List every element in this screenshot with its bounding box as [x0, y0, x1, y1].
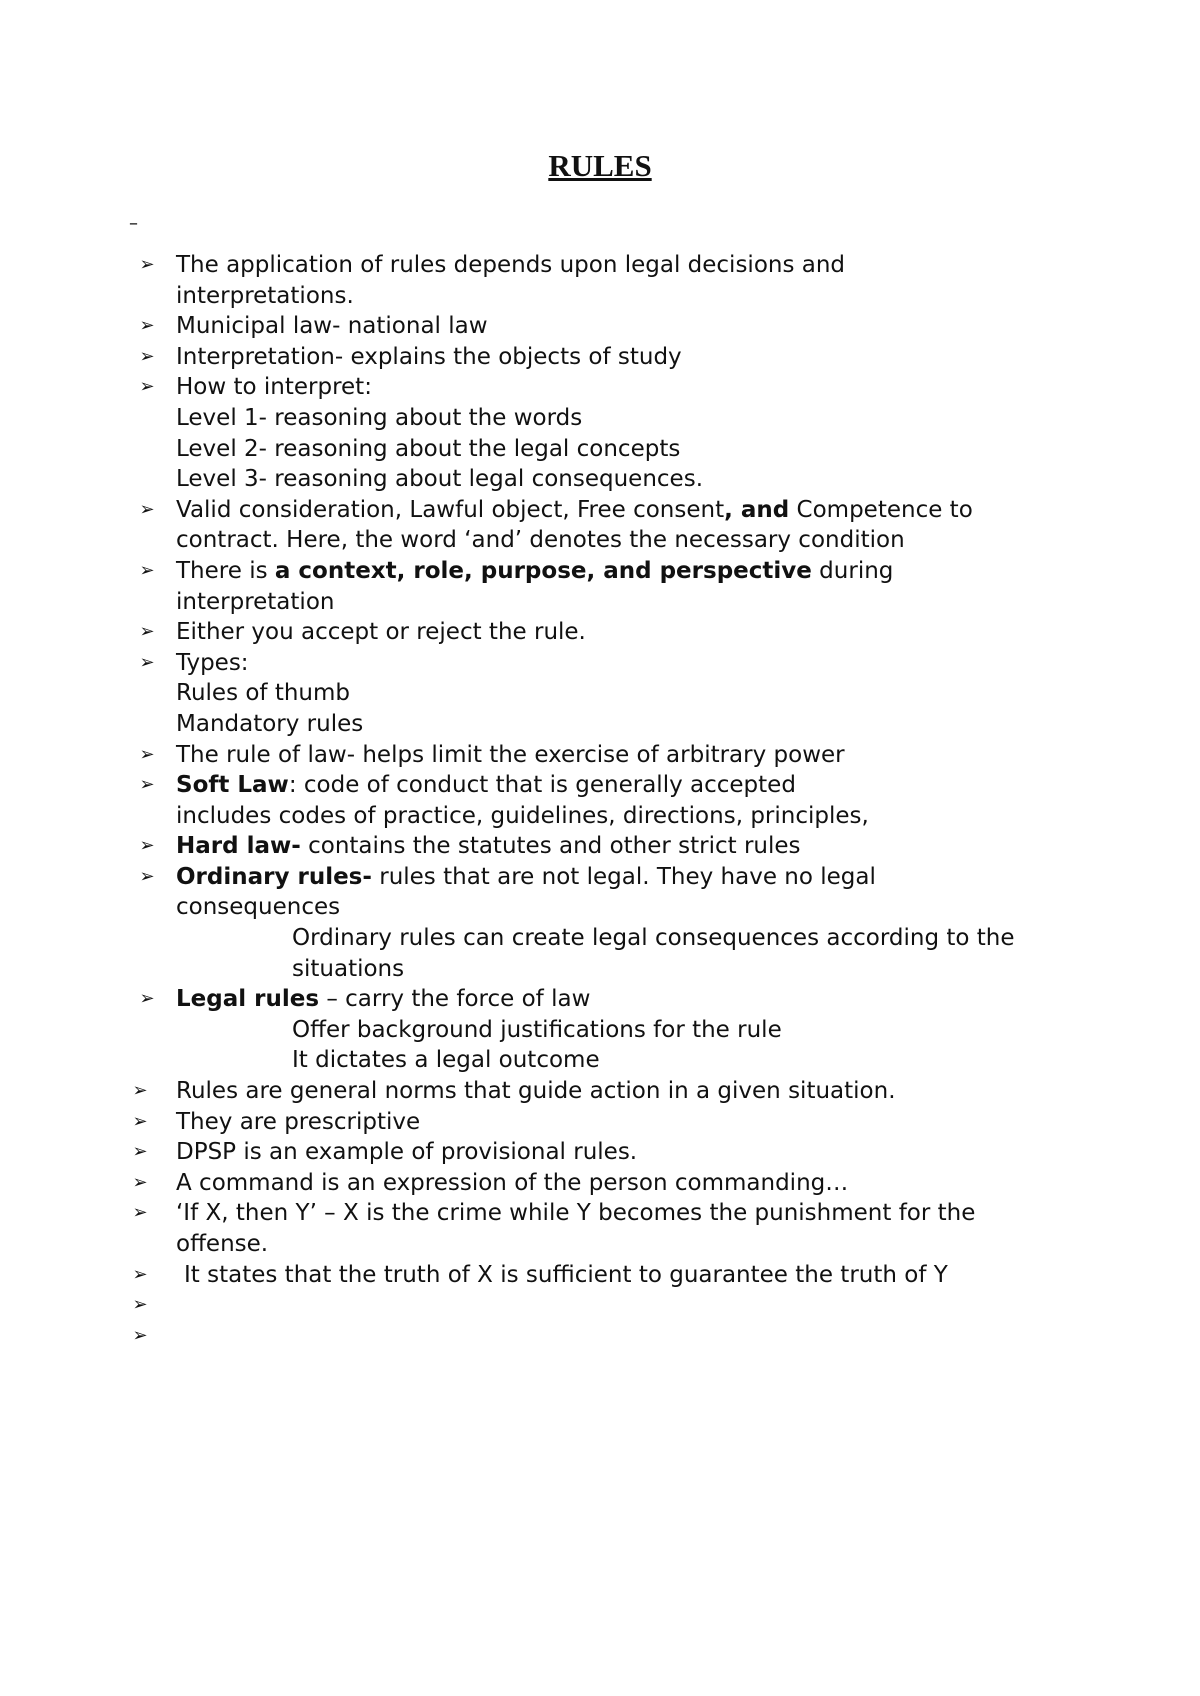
list-item-text — [176, 1198, 975, 1229]
list-item-continuation — [0, 403, 1200, 434]
list-item — [0, 1260, 1200, 1291]
arrow-bullet-icon: ➢ — [132, 1110, 148, 1132]
list-item — [0, 250, 1200, 281]
list-item-text — [176, 1137, 637, 1168]
list-item — [0, 1076, 1200, 1107]
list-item — [0, 1107, 1200, 1138]
list-item-continuation — [0, 587, 1200, 618]
text-run: The application of rules depends upon legal decisions and — [176, 252, 846, 278]
arrow-bullet-icon: ➢ — [139, 865, 155, 887]
text-run: DPSP is an example of provisional rules. — [176, 1139, 638, 1166]
arrow-bullet-icon: ➢ — [132, 1324, 148, 1346]
list-item-text — [292, 954, 404, 985]
list-item — [0, 648, 1200, 679]
text-run: Level 1- reasoning about the words — [176, 404, 583, 431]
list-item-text — [176, 281, 354, 312]
text-run: Level 2- reasoning about the legal concepts — [176, 435, 681, 462]
text-run: situations — [292, 955, 405, 982]
list-item-text — [184, 1260, 948, 1291]
list-item-text — [176, 892, 340, 923]
text-run: It dictates a legal outcome — [292, 1047, 600, 1074]
text-run: includes codes of practice, guidelines, directions, principles, — [176, 802, 869, 829]
bullet-list — [0, 250, 1200, 1351]
list-item-text — [176, 434, 680, 465]
list-item-continuation — [0, 892, 1200, 923]
list-item — [0, 1290, 1200, 1321]
text-run: Competence to — [789, 496, 973, 523]
page-title: RULES — [548, 148, 652, 183]
text-run: interpretations. — [176, 282, 354, 309]
list-item — [0, 831, 1200, 862]
list-item-text — [176, 403, 582, 434]
list-item-continuation — [0, 1015, 1200, 1046]
arrow-bullet-icon: ➢ — [132, 1141, 148, 1163]
list-item-continuation — [0, 434, 1200, 465]
list-item-text — [176, 250, 845, 281]
arrow-bullet-icon: ➢ — [139, 376, 155, 398]
list-item-continuation — [0, 709, 1200, 740]
list-item — [0, 862, 1200, 893]
bold-text: , and — [724, 496, 790, 523]
list-item-continuation — [0, 923, 1200, 954]
list-item-text — [176, 709, 363, 740]
bold-text: Hard law- — [176, 833, 301, 860]
list-item — [0, 372, 1200, 403]
list-item — [0, 342, 1200, 373]
bold-text: a context, role, purpose, and perspective — [274, 557, 812, 584]
list-item-text — [176, 587, 334, 618]
text-run: Level 3- reasoning about legal consequences. — [176, 466, 704, 493]
list-item — [0, 740, 1200, 771]
list-item — [0, 617, 1200, 648]
list-item-text — [292, 1015, 782, 1046]
text-run: How to interpret: — [176, 374, 372, 401]
arrow-bullet-icon: ➢ — [139, 835, 155, 857]
arrow-bullet-icon: ➢ — [139, 743, 155, 765]
text-run: Interpretation- explains the objects of study — [176, 343, 682, 370]
text-run: consequences — [176, 894, 341, 921]
bold-text: Ordinary rules- — [176, 863, 372, 890]
arrow-bullet-icon: ➢ — [139, 774, 155, 796]
arrow-bullet-icon: ➢ — [139, 559, 155, 581]
text-run: – carry the force of law — [319, 986, 591, 1013]
list-item-text — [176, 862, 876, 893]
list-item — [0, 1168, 1200, 1199]
arrow-bullet-icon: ➢ — [139, 254, 155, 275]
list-item — [0, 1198, 1200, 1229]
arrow-bullet-icon: ➢ — [139, 498, 155, 520]
list-item-text — [176, 801, 869, 832]
list-item-text — [176, 495, 973, 526]
text-run: There is — [176, 557, 275, 584]
text-run: : code of conduct that is generally accepted — [288, 772, 796, 799]
list-item-text — [292, 1045, 600, 1076]
text-run: Ordinary rules can create legal consequences according to the — [292, 925, 1015, 952]
text-run: contains the statutes and other strict rules — [300, 833, 801, 860]
list-item-text — [176, 984, 590, 1015]
list-item — [0, 556, 1200, 587]
list-item-text — [176, 464, 703, 495]
arrow-bullet-icon: ➢ — [139, 988, 155, 1010]
list-item — [0, 1137, 1200, 1168]
list-item — [0, 770, 1200, 801]
arrow-bullet-icon: ➢ — [139, 621, 155, 643]
arrow-bullet-icon: ➢ — [132, 1202, 148, 1224]
list-item-text — [176, 525, 905, 556]
list-item-text — [176, 1076, 896, 1107]
text-run: Rules are general norms that guide action in a given situation. — [176, 1078, 896, 1105]
arrow-bullet-icon: ➢ — [139, 651, 155, 673]
list-item-text — [176, 648, 249, 679]
list-item-continuation — [0, 1045, 1200, 1076]
text-run: ‘If X, then Y’ – X is the crime while Y becomes the punishment for the — [176, 1200, 976, 1227]
text-run: Rules of thumb — [176, 680, 351, 707]
list-item-text — [176, 556, 893, 587]
text-run: Mandatory rules — [176, 710, 364, 737]
arrow-bullet-icon: ➢ — [132, 1080, 148, 1102]
list-item-text — [176, 311, 488, 342]
list-item — [0, 1321, 1200, 1352]
bold-text: Legal rules — [176, 986, 320, 1013]
text-run: The rule of law- helps limit the exercise of arbitrary power — [176, 741, 845, 768]
list-item-text — [176, 831, 801, 862]
text-run: They are prescriptive — [176, 1108, 421, 1135]
list-item-text — [176, 1168, 848, 1199]
text-run: Offer background justifications for the rule — [292, 1016, 782, 1043]
list-item-continuation — [0, 281, 1200, 312]
text-run: rules that are not legal. They have no legal — [371, 863, 876, 890]
arrow-bullet-icon: ➢ — [132, 1171, 148, 1193]
text-run: Municipal law- national law — [176, 313, 488, 340]
list-item-text — [176, 617, 586, 648]
list-item-text — [176, 1229, 268, 1260]
list-item — [0, 495, 1200, 526]
dash-marker: – — [129, 213, 138, 234]
list-item-continuation — [0, 1229, 1200, 1260]
text-run: offense. — [176, 1231, 269, 1257]
list-item-continuation — [0, 801, 1200, 832]
list-item-continuation — [0, 954, 1200, 985]
arrow-bullet-icon: ➢ — [132, 1294, 148, 1316]
list-item-text — [176, 372, 372, 403]
text-run: contract. Here, the word ‘and’ denotes the necessary condition — [176, 527, 905, 554]
text-run: It states that the truth of X is sufficient to guarantee the truth of Y — [184, 1261, 948, 1288]
arrow-bullet-icon: ➢ — [139, 315, 155, 337]
text-run: Valid consideration, Lawful object, Free consent — [176, 496, 725, 523]
list-item-text — [176, 770, 796, 801]
text-run: during — [811, 557, 894, 584]
list-item-continuation — [0, 464, 1200, 495]
list-item — [0, 984, 1200, 1015]
list-item-continuation — [0, 678, 1200, 709]
list-item-text — [176, 1107, 420, 1138]
list-item-text — [176, 678, 350, 709]
text-run: interpretation — [176, 588, 335, 615]
list-item-text — [176, 740, 845, 771]
list-item-text — [176, 342, 682, 373]
text-run: Types: — [176, 649, 249, 676]
text-run: A command is an expression of the person commanding… — [176, 1169, 849, 1196]
list-item — [0, 311, 1200, 342]
arrow-bullet-icon: ➢ — [139, 345, 155, 367]
list-item-text — [292, 923, 1015, 954]
list-item-continuation — [0, 525, 1200, 556]
bold-text: Soft Law — [176, 772, 289, 799]
text-run: Either you accept or reject the rule. — [176, 619, 586, 646]
arrow-bullet-icon: ➢ — [132, 1263, 148, 1285]
